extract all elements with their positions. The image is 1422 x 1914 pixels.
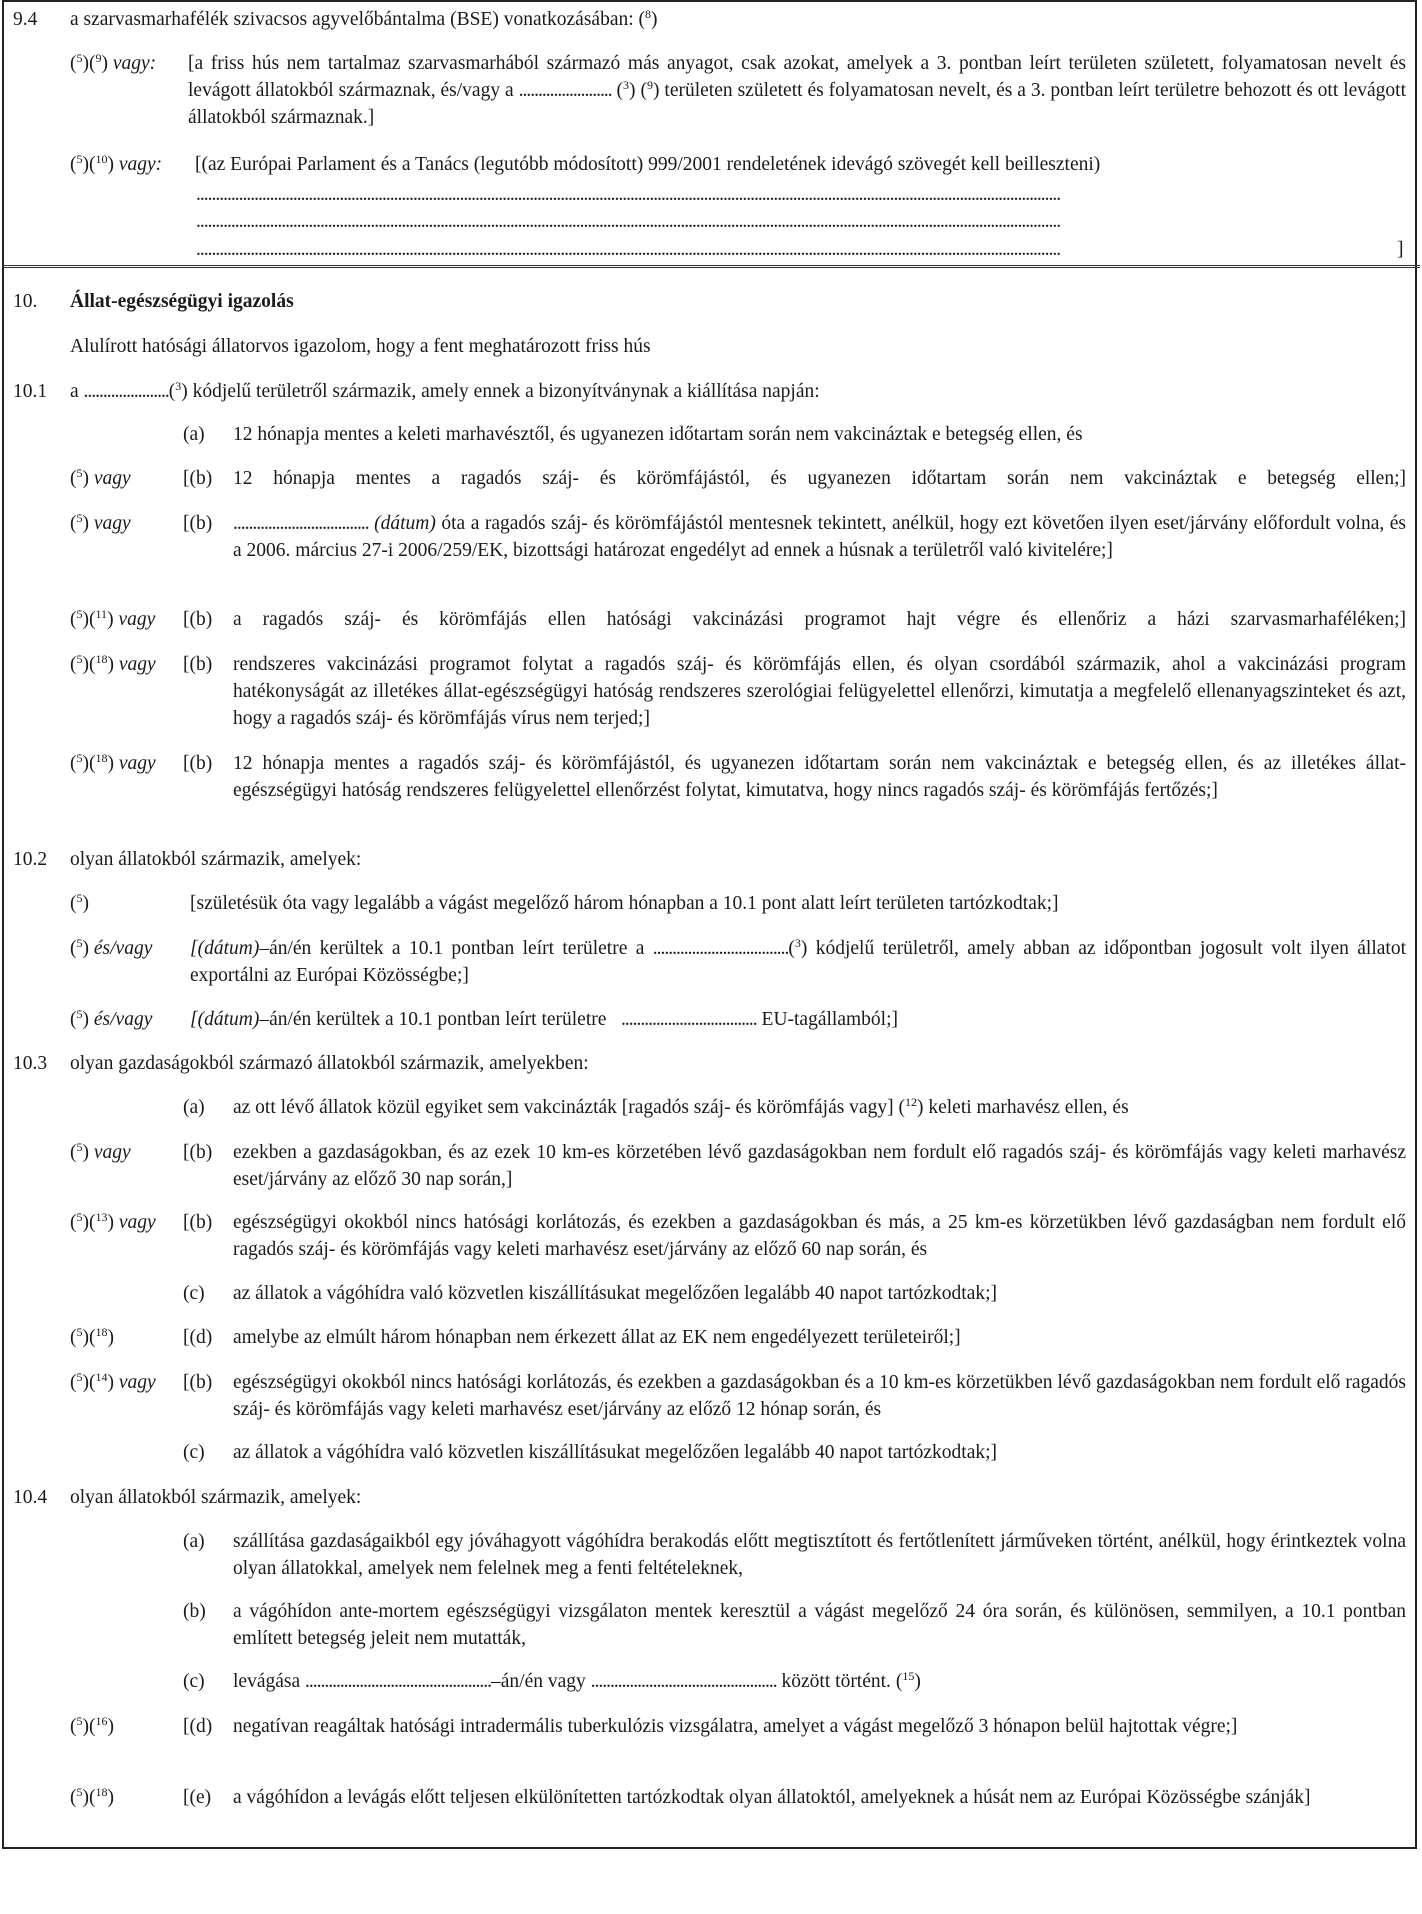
item-text: ................................... (dátum) óta a ragadós száj- és körömfájástól mentesnek tekintett, anélkül, hogy ezt követően ilyen eset/járvány előfordult volna, és a 2006. március 27-i 2006/259/EK, bizottsági határozat engedélyt ad ennek a húsnak a területről való kivitelére;]: [233, 513, 1406, 561]
section-separator: [2, 265, 1420, 268]
item-label: ($^5$)($^{16}$): [70, 1714, 114, 1737]
item-text: 12 hónapja mentes a keleti marhavésztől, és ugyanezen időtartam során nem vakcináztak e betegség ellen, és: [233, 424, 1083, 445]
closing-bracket: ]: [1397, 239, 1404, 260]
item-label: ($^5$)($^{18}$): [70, 1785, 114, 1808]
dotted-fill-line[interactable]: ...............................................................................................................................................................................................................................: [196, 184, 1061, 205]
item-marker: (b): [183, 1601, 206, 1622]
date-blank-field[interactable]: ................................................: [305, 1671, 492, 1692]
item-label: ($^5$) vagy: [70, 511, 131, 534]
item-marker: [(b): [183, 1212, 213, 1233]
item-marker: [(b): [183, 609, 213, 630]
blank-field[interactable]: ......................: [83, 381, 169, 402]
item-marker: [(b): [183, 753, 213, 774]
section-9-4-heading: 9.4 a szarvasmarhafélék szivacsos agyvelőbántalma (BSE) vonatkozásában: ($^8$): [13, 7, 658, 30]
item-label: ($^5$) vagy: [70, 1140, 131, 1163]
item-label: ($^5$) és/vagy: [70, 1007, 153, 1030]
item-text: 12 hónapja mentes a ragadós száj- és körömfájástól, és ugyanezen időtartam során nem vakcináztak e betegség ellen, és az illetékes állat-egészségügyi hatóság rendszeres felügyelettel ellenőrzést folytat, kimutatva, hogy nincs ragadós száj- és körömfájás fertőzés;]: [233, 753, 1406, 801]
item-label: ($^5$)($^{18}$) vagy: [70, 652, 156, 675]
intro-text: Alulírott hatósági állatorvos igazolom, hogy a fent meghatározott friss hús: [70, 336, 651, 357]
subsection-10-3: 10.3 olyan gazdaságokból származó állatokból származik, amelyekben:: [13, 1053, 589, 1074]
item-text: a vágóhídon a levágás előtt teljesen elkülönítetten tartózkodtak olyan állatoktól, amelyeknek a húsát nem az Európai Közösségbe szánják]: [233, 1787, 1311, 1808]
item-label: ($^5$) és/vagy: [70, 936, 153, 959]
item-text: [(dátum)–án/én kerültek a 10.1 pontban leírt területre ................................... EU-tagállamból;]: [190, 1009, 898, 1030]
item-marker: [(d): [183, 1327, 213, 1348]
item-text: [születésük óta vagy legalább a vágást megelőző három hónapban a 10.1 pont alatt leírt területen tartózkodtak;]: [190, 893, 1059, 914]
subsection-10-4: 10.4 olyan állatokból származik, amelyek:: [13, 1487, 362, 1508]
dotted-fill-line[interactable]: ...............................................................................................................................................................................................................................: [196, 211, 1061, 232]
item-text: rendszeres vakcinázási programot folytat a ragadós száj- és körömfájás ellen, és olyan csordából származik, ahol a vakcinázási program hatékonyságát az illetékes állat-egészségügyi hatóság rendszeres szerológiai felügyelettel ellenőrzi, kimutatja a megfelelő ellenanyagszinteket és azt, hogy a ragadós száj- és körömfájás vírus nem terjed;]: [233, 654, 1406, 729]
item-label: ($^5$) vagy: [70, 466, 131, 489]
blank-field[interactable]: ...................................: [621, 1009, 757, 1030]
item-marker: [(b): [183, 1142, 213, 1163]
item-marker: [(e): [183, 1787, 212, 1808]
subsection-10-2: 10.2 olyan állatokból származik, amelyek:: [13, 849, 362, 870]
section-10-heading: 10. Állat-egészségügyi igazolás: [13, 291, 294, 312]
option-label: ($^5$)($^9$) vagy:: [70, 51, 157, 74]
item-marker: (a): [183, 424, 205, 445]
item-label: ($^5$)($^{13}$) vagy: [70, 1210, 156, 1233]
item-marker: (c): [183, 1283, 205, 1304]
item-text: szállítása gazdaságaikból egy jóváhagyott vágóhídra berakodás előtt megtisztított és fertőtlenített járműveken történt, anélkül, hogy érintkeztek volna olyan állatokkal, amelyek nem felelnek meg a fenti feltételeknek,: [233, 1531, 1406, 1579]
item-text: egészségügyi okokból nincs hatósági korlátozás, és ezekben a gazdaságokban és a 10 km-es körzetükben lévő gazdaságokban nem fordult elő ragadós száj- és körömfájás vagy keleti marhavész eset/járvány az előző 12 hónap során, és: [233, 1372, 1406, 1420]
option-text-bse-1: [a friss hús nem tartalmaz szarvasmarhából származó más anyagot, csak azokat, amelyek a 3. pontban leírt területen született, folyamatosan nevelt és levágott állatokból származnak, és/vagy a ........................ ($^3$) ($^9$) területen született és folyamatosan nevelt, és a 3. pontban leírt területre behozott és ott levágott állatokból származnak.]: [188, 53, 1407, 128]
option-label: ($^5$)($^{10}$) vagy:: [70, 152, 163, 175]
item-marker: (c): [183, 1671, 205, 1692]
item-marker: [(d): [183, 1716, 213, 1737]
item-marker: [(b): [183, 654, 213, 675]
item-label: ($^5$): [70, 891, 89, 914]
dotted-fill-line[interactable]: ...............................................................................................................................................................................................................................: [196, 239, 1061, 260]
item-marker: [(b): [183, 468, 213, 489]
date-blank-field[interactable]: ................................................: [590, 1671, 777, 1692]
item-marker: [(b): [183, 513, 213, 534]
item-text: a vágóhídon ante-mortem egészségügyi vizsgálaton mentek keresztül a vágást megelőző 24 óra során, és különösen, semmilyen, a 10.1 pontban említett betegség jeleit nem mutatták,: [233, 1601, 1406, 1649]
item-label: ($^5$)($^{18}$) vagy: [70, 751, 156, 774]
option-text-bse-2: [(az Európai Parlament és a Tanács (legutóbb módosított) 999/2001 rendeletének idevágó szövegét kell beilleszteni): [195, 154, 1101, 175]
item-marker: (a): [183, 1531, 205, 1552]
blank-field[interactable]: ........................: [518, 80, 612, 101]
item-text: az állatok a vágóhídra való közvetlen kiszállításukat megelőzően legalább 40 napot tartózkodtak;]: [233, 1442, 998, 1463]
section-title: a szarvasmarhafélék szivacsos agyvelőbántalma (BSE) vonatkozásában:: [70, 9, 634, 30]
item-text: az ott lévő állatok közül egyiket sem vakcinázták [ragadós száj- és körömfájás vagy] ($^{12}$) keleti marhavész ellen, és: [233, 1095, 1129, 1118]
date-blank-field[interactable]: ...................................: [233, 513, 369, 534]
item-text: negatívan reagáltak hatósági intradermális tuberkulózis vizsgálatra, amelyet a vágást megelőző 3 hónapon belül hajtottak végre;]: [233, 1716, 1238, 1737]
item-text: ezekben a gazdaságokban, és az ezek 10 km-es körzetében lévő gazdaságokban nem fordult elő ragadós száj- és körömfájás vagy keleti marhavész eset/járvány az előző 30 nap során,]: [233, 1142, 1406, 1190]
subsection-10-1: 10.1 a ......................($^3$) kódjelű területről származik, amely ennek a bizonyítványnak a kiállítása napján:: [13, 379, 820, 402]
footnote-ref: 8: [645, 7, 652, 21]
item-text: levágása ................................................–án/én vagy ................................................ között történt. ($^{15}$): [233, 1669, 921, 1692]
item-text: [(dátum)–án/én kerültek a 10.1 pontban leírt területre a ...................................($^3$) kódjelű területről, amely abban az időpontban jogosult volt ilyen állatot exportálni az Európai Közösségbe;]: [190, 936, 1407, 986]
blank-field[interactable]: ...................................: [652, 938, 789, 959]
item-label: ($^5$)($^{18}$): [70, 1325, 114, 1348]
item-label: ($^5$)($^{11}$) vagy: [70, 607, 156, 630]
section-number: 9.4: [13, 9, 38, 30]
item-text: egészségügyi okokból nincs hatósági korlátozás, és ezekben a gazdaságokban és más, a 25 km-es körzetükben lévő gazdaságban nem fordult elő ragadós száj- és körömfájás vagy keleti marhavész eset/járvány az előző 60 nap során, és: [233, 1212, 1406, 1260]
item-marker: (a): [183, 1097, 205, 1118]
section-title: Állat-egészségügyi igazolás: [70, 291, 294, 312]
item-text: amelybe az elmúlt három hónapban nem érkezett állat az EK nem engedélyezett területeiről;]: [233, 1327, 961, 1348]
item-text: 12 hónapja mentes a ragadós száj- és körömfájástól, és ugyanezen időtartam során nem vakcináztak e betegség ellen;]: [233, 468, 1406, 489]
item-label: ($^5$)($^{14}$) vagy: [70, 1370, 156, 1393]
item-text: az állatok a vágóhídra való közvetlen kiszállításukat megelőzően legalább 40 napot tartózkodtak;]: [233, 1283, 998, 1304]
item-marker: [(b): [183, 1372, 213, 1393]
item-marker: (c): [183, 1442, 205, 1463]
item-text: a ragadós száj- és körömfájás ellen hatósági vakcinázási programot hajt végre és ellenőriz a házi szarvasmarhaféléken;]: [233, 609, 1406, 630]
